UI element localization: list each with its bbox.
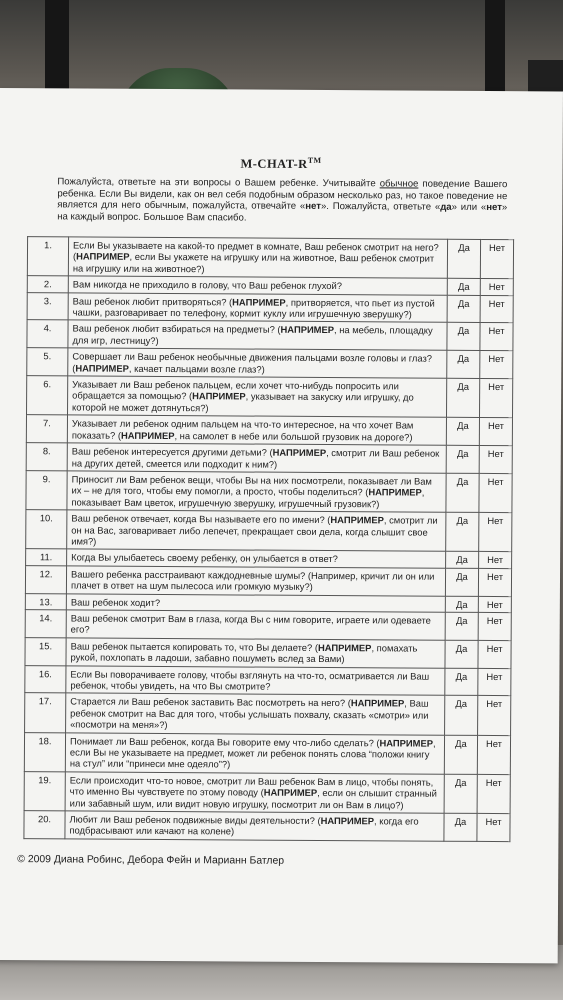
answer-no[interactable]: Нет	[479, 446, 512, 474]
question-number: 3.	[27, 292, 68, 320]
question-example-bold: НАПРИМЕР	[263, 786, 318, 799]
question-example-bold: НАПРИМЕР	[120, 429, 175, 441]
question-text-part: Если происходит что-то новое, смотрит ли Ваш ребенок Вам в лицо, чтобы понять, что именно Вы чувствуете по этому поводу (	[69, 774, 434, 798]
question-example-bold: НАПРИМЕР	[379, 736, 434, 749]
question-text-part: , смотрит ли Ваш ребенок на других детей, смеется или подходит к ним?)	[71, 447, 440, 470]
question-text-part: Ваш ребенок смотрит Вам в глаза, когда Вы с ним говорите, играете или одеваете его?	[70, 612, 431, 635]
answer-yes[interactable]: Да	[447, 295, 480, 323]
question-text-part: Ваш ребенок ходит?	[70, 596, 161, 608]
answer-no[interactable]: Нет	[479, 552, 512, 569]
question-text	[66, 666, 445, 696]
question-text-part: , помахать рукой, похлопать в ладоши, забавно пошуметь вслед за Вами)	[70, 642, 418, 665]
question-number: 18.	[24, 732, 65, 771]
question-text-part: Вам никогда не приходило в голову, что Ваш ребенок глухой?	[72, 278, 343, 292]
title-text: M-CHAT-R	[240, 156, 308, 172]
chair-leg	[45, 0, 69, 92]
question-number: 9.	[26, 471, 67, 510]
answer-yes[interactable]: Да	[446, 378, 479, 417]
question-text-part: Ваш ребенок отвечает, когда Вы называете его по имени? (	[71, 512, 331, 526]
answer-no[interactable]: Нет	[478, 568, 511, 596]
question-row	[26, 471, 512, 513]
answer-no[interactable]: Нет	[480, 295, 513, 323]
question-text-part: , указывает на закуску или игрушку, до которой не может дотянуться?)	[72, 390, 414, 414]
question-row	[25, 637, 511, 668]
question-text-part: Ваш ребенок любит взбираться на предметы? (	[72, 322, 281, 336]
answer-no[interactable]: Нет	[477, 735, 510, 774]
question-row	[26, 443, 512, 474]
answer-yes[interactable]: Да	[446, 445, 479, 473]
question-text	[67, 415, 446, 445]
question-text-part: , притворяется, что пьет из пустой чашки, разговаривает по телефону, кормит куклу или игрушечную зверушку?)	[72, 296, 435, 320]
answer-no[interactable]: Нет	[479, 418, 512, 446]
intro-underlined: обычное	[379, 178, 419, 190]
question-number: 13.	[25, 593, 66, 610]
question-text	[65, 733, 444, 775]
answer-no[interactable]: Нет	[480, 239, 513, 278]
question-number: 14.	[25, 610, 66, 638]
question-example-bold: НАПРИМЕР	[272, 446, 327, 459]
question-number: 19.	[24, 772, 65, 811]
question-example-bold: НАПРИМЕР	[280, 324, 335, 336]
question-text-part: , когда его подбрасывают или качают на колене)	[69, 815, 419, 837]
intro-bold: да	[440, 201, 452, 213]
question-row	[27, 320, 513, 351]
question-text-part: Старается ли Ваш ребенок заставить Вас посмотреть на него? (	[70, 695, 351, 709]
intro-bold: нет	[305, 201, 322, 213]
question-number: 1.	[27, 237, 68, 276]
question-example-bold: НАПРИМЕР	[320, 815, 375, 827]
question-example-bold: НАПРИМЕР	[330, 514, 384, 526]
question-row	[24, 772, 510, 814]
intro-text: » на каждый вопрос. Большое Вам спасибо.	[57, 202, 508, 224]
question-example-bold: НАПРИМЕР	[317, 641, 372, 654]
answer-yes[interactable]: Да	[446, 473, 479, 512]
question-text-part: , Ваш ребенок смотрит на Вас для того, чтобы услышать похвалу, сказать «смотри» или «посмотри на меня»?)	[70, 697, 429, 731]
trademark-mark: TM	[307, 155, 322, 165]
question-number: 11.	[26, 549, 67, 566]
question-text	[67, 510, 446, 552]
question-row	[25, 693, 511, 735]
document-title	[0, 154, 563, 174]
answer-yes[interactable]: Да	[445, 612, 478, 640]
question-text	[66, 638, 445, 668]
question-row	[24, 811, 510, 842]
answer-yes[interactable]: Да	[446, 512, 479, 551]
question-number: 17.	[25, 693, 66, 732]
answer-yes[interactable]: Да	[445, 568, 478, 596]
question-text-part: , смотрит ли он на Вас, заговаривает либо лепечет, прекращает свои дела, когда слышит свое имя?)	[71, 514, 438, 547]
question-number: 20.	[24, 811, 65, 839]
questions-table	[23, 236, 514, 842]
question-text-part: Указывает ли Ваш ребенок пальцем, если хочет что-нибудь попросить или обращается за помощью? (	[72, 378, 399, 402]
answer-yes[interactable]: Да	[444, 774, 477, 813]
question-number: 6.	[27, 376, 68, 415]
answer-no[interactable]: Нет	[478, 696, 511, 735]
answer-yes[interactable]: Да	[447, 278, 480, 295]
answer-no[interactable]: Нет	[478, 612, 511, 640]
question-text	[65, 772, 444, 814]
question-number: 15.	[25, 637, 66, 665]
question-text-part: Понимает ли Ваш ребенок, когда Вы говорите ему что-либо сделать? (	[69, 735, 380, 748]
question-row	[27, 348, 513, 379]
question-number: 10.	[26, 510, 67, 549]
answer-yes[interactable]: Да	[447, 239, 480, 278]
question-text-part: Ваш ребенок пытается копировать то, что Вы делаете? (	[70, 640, 319, 653]
question-text-part: Вашего ребенка расстраивают каждодневные шумы? (Например, кричит ли он или плачет в ответ на шум пылесоса или громкую музыку?)	[70, 568, 435, 593]
question-text-part: Совершает ли Ваш ребенок необычные движения пальцами возле головы и глаз? (	[72, 350, 433, 374]
question-text-part: Когда Вы улыбаетесь своему ребенку, он улыбается в ответ?	[71, 551, 338, 565]
answer-no[interactable]: Нет	[480, 323, 513, 351]
question-number: 8.	[26, 443, 67, 471]
instructions	[57, 176, 507, 225]
copyright-footer: © 2009 Диана Робинс, Дебора Фейн и Марианн Батлер	[17, 854, 285, 867]
question-text-part: , если Вы укажете на игрушку или на животное, Ваш ребенок смотрит на игрушку или на животное?)	[72, 251, 435, 275]
question-text	[68, 376, 447, 418]
intro-text: Пожалуйста, ответьте на эти вопросы о Вашем ребенке. Учитывайте	[57, 176, 380, 190]
question-text-part: , на мебель, площадку для игр, лестницу?)	[72, 324, 433, 346]
question-text-part: , если он слышит странный или забавный шум, или видит новую игрушку, посмотрит ли он Вам в лицо?)	[69, 787, 437, 811]
question-text	[66, 566, 445, 596]
answer-no[interactable]: Нет	[480, 351, 513, 379]
answer-yes[interactable]: Да	[445, 668, 478, 696]
question-text	[68, 348, 447, 378]
answer-no[interactable]: Нет	[478, 596, 511, 613]
question-text	[66, 693, 445, 735]
question-example-bold: НАПРИМЕР	[192, 390, 246, 402]
question-text-part: Если Вы поворачиваете голову, чтобы взглянуть на что-то, осматривается ли Ваш ребенок, чтобы увидеть, на что Вы смотрите?	[70, 668, 430, 692]
answer-no[interactable]: Нет	[477, 774, 510, 813]
answer-no[interactable]: Нет	[477, 813, 510, 841]
question-text	[67, 471, 446, 513]
answer-no[interactable]: Нет	[480, 279, 513, 296]
answer-yes[interactable]: Да	[447, 350, 480, 378]
question-example-bold: НАПРИМЕР	[350, 697, 405, 709]
question-number: 16.	[25, 665, 66, 693]
question-number: 2.	[27, 276, 68, 293]
question-text-part: Если Вы указываете на какой-то предмет в комнате, Ваш ребенок смотрит на него? (	[72, 239, 439, 262]
answer-yes[interactable]: Да	[445, 640, 478, 668]
question-text-part: , показывает Вам цветок, игрушечную зверушку, игрушечный грузовик?)	[71, 486, 425, 510]
question-text	[68, 293, 447, 323]
question-example-bold: НАПРИМЕР	[75, 362, 129, 374]
answer-yes[interactable]: Да	[444, 735, 477, 774]
intro-text: ». Пожалуйста, ответьте «	[320, 201, 441, 213]
answer-no[interactable]: Нет	[479, 378, 512, 417]
question-text	[67, 443, 446, 473]
question-text-part: , на самолет в небе или большой грузовик на дороге?)	[174, 429, 413, 443]
question-number: 7.	[26, 415, 67, 443]
answer-yes[interactable]: Да	[446, 418, 479, 446]
question-text-part: Ваш ребенок любит притворяться? (	[72, 295, 233, 308]
answer-no[interactable]: Нет	[479, 473, 512, 512]
intro-text: » или «	[451, 201, 487, 214]
question-text-part: , качает пальцами возле глаз?)	[128, 362, 265, 375]
intro-bold: нет	[486, 202, 502, 214]
question-row	[25, 665, 511, 696]
question-row	[26, 510, 512, 552]
question-text-part: Любит ли Ваш ребенок подвижные виды деятельности? (	[69, 813, 321, 827]
answer-yes[interactable]: Да	[447, 323, 480, 351]
answer-no[interactable]: Нет	[478, 640, 511, 668]
question-example-bold: НАПРИМЕР	[232, 296, 286, 308]
question-row	[24, 732, 510, 774]
answer-no[interactable]: Нет	[478, 668, 511, 696]
answer-yes[interactable]: Да	[445, 696, 478, 735]
question-text-part: Ваш ребенок интересуется другими детьми? (	[71, 445, 273, 458]
question-text-part: , если Вы не указываете на предмет, может ли ребенок понять слова “положи книгу на стул” или “принеси мне одеяло”?)	[69, 737, 436, 770]
question-row	[25, 610, 511, 641]
answer-yes[interactable]: Да	[445, 596, 478, 613]
question-number: 12.	[25, 565, 66, 593]
question-text-part: Приносит ли Вам ребенок вещи, чтобы Вы на них посмотрели, показывает ли Вам их – не для того, чтобы ему помогли, а просто, чтобы поделиться? (	[71, 473, 432, 498]
answer-yes[interactable]: Да	[446, 552, 479, 569]
question-text	[68, 237, 447, 279]
question-text-part: Указывает ли ребенок одним пальцем на что-то интересное, на что хочет Вам показать? (	[71, 417, 414, 441]
questionnaire-sheet	[0, 88, 563, 963]
question-text	[68, 320, 447, 350]
intro-text: поведение Вашего ребенка. Если Вы видели, как он вел себя подобным образом несколько раз, но такое поведение не является для него обычным, пожалуйста, отвечайте «	[57, 178, 508, 213]
question-example-bold: НАПРИМЕР	[368, 486, 422, 498]
answer-no[interactable]: Нет	[479, 513, 512, 552]
question-number: 5.	[27, 348, 68, 376]
question-text	[65, 811, 444, 841]
question-row	[27, 292, 513, 323]
question-row	[27, 237, 513, 279]
chair-leg	[485, 0, 505, 105]
question-example-bold: НАПРИМЕР	[76, 250, 130, 263]
question-number: 4.	[27, 320, 68, 348]
question-text	[66, 610, 445, 640]
question-row	[25, 565, 511, 596]
question-row	[27, 376, 513, 418]
question-row	[26, 415, 512, 446]
answer-yes[interactable]: Да	[444, 813, 477, 841]
